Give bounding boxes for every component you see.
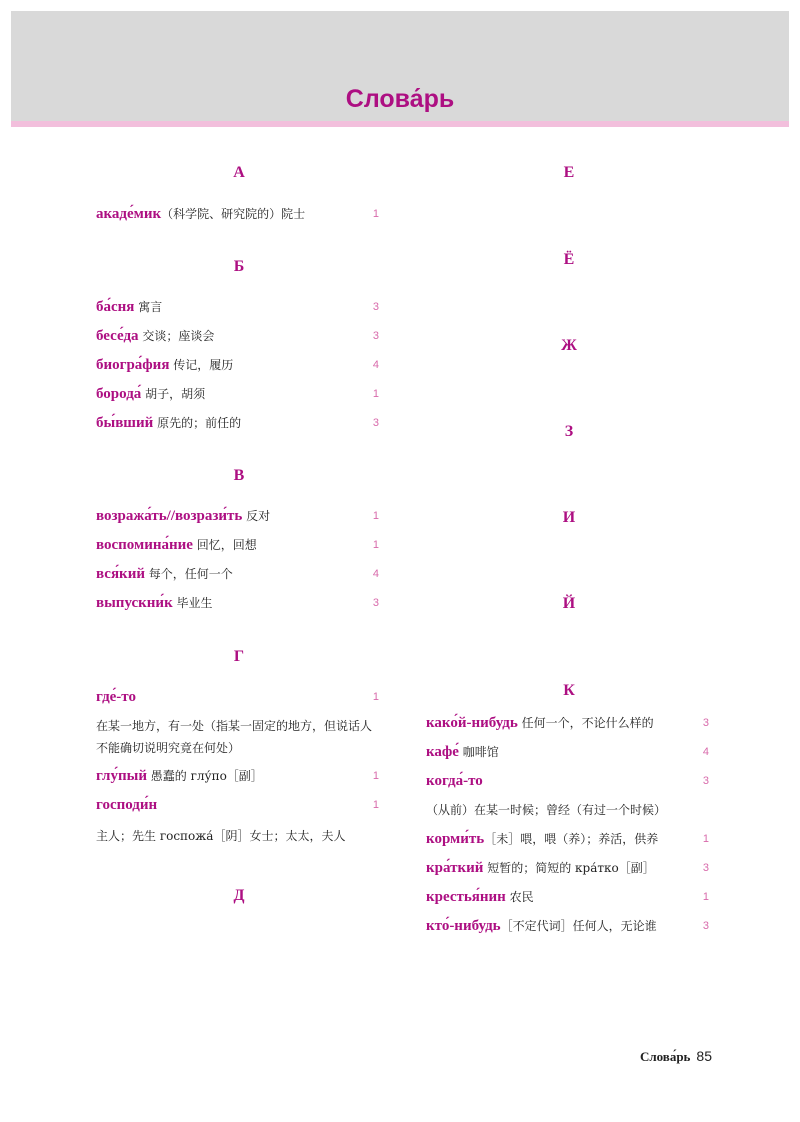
letter-heading-z: З (564, 423, 574, 440)
entry-word: кра́ткий (426, 860, 484, 876)
entry-gloss: 传记，履历 (169, 358, 234, 372)
entry-gloss: 交谈；座谈会 (138, 329, 215, 343)
entry-kafe (426, 741, 712, 770)
entry-word: глу́пый (96, 768, 147, 784)
lesson-number: 3 (702, 862, 709, 874)
entry-vozrazhat (96, 505, 382, 534)
lesson-number: 1 (372, 539, 379, 551)
entry-gloss: 回忆，回想 (192, 538, 257, 552)
letter-heading-a: А (233, 164, 245, 181)
entry-glupyy (96, 765, 382, 794)
entry-gloss: 毕业生 (172, 596, 213, 610)
entry-gloss: 原先的；前任的 (153, 416, 242, 430)
entry-gloss: （科学院、研究院的）院士 (161, 207, 306, 221)
entry-note: （从前）在某一时候；曾经（有过一个时候） (426, 803, 667, 817)
entry-word: крестья́нин (426, 889, 506, 905)
letter-heading-k: К (563, 682, 575, 699)
entry-word: когда́-то (426, 773, 483, 789)
entry-word: кто́-нибудь (426, 918, 501, 934)
entry-word: борода́ (96, 386, 142, 402)
entry-gospodin (96, 794, 382, 823)
entry-word: бы́вший (96, 415, 154, 431)
lesson-number: 1 (372, 799, 379, 811)
letter-heading-g: Г (233, 648, 245, 665)
lesson-number: 3 (372, 597, 379, 609)
entry-kormit (426, 828, 712, 857)
lesson-number: 3 (372, 301, 379, 313)
lesson-number: 1 (372, 388, 379, 400)
page-number: 85 (696, 1048, 712, 1064)
entry-word: корми́ть (426, 831, 485, 847)
left-column (96, 140, 382, 907)
entry-word: акаде́мик (96, 206, 162, 222)
entry-gloss: 每个，任何一个 (144, 567, 233, 581)
entry-word: возража́ть//возрази́ть (96, 508, 243, 524)
entry-beseda (96, 325, 382, 354)
lesson-number: 1 (372, 510, 379, 522)
entry-gloss: 寓言 (134, 300, 163, 314)
entry-kto-nibud (426, 915, 712, 944)
entry-gloss: 农民 (505, 890, 534, 904)
entry-word: кафе́ (426, 744, 459, 760)
entry-byvshiy (96, 412, 382, 441)
lesson-number: 3 (702, 775, 709, 787)
entry-kratkiy (426, 857, 712, 886)
entry-note: 在某一地方，有一处（指某一固定的地方，但说话人不能确切说明究竟在何处） (96, 719, 373, 755)
lesson-number: 1 (372, 770, 379, 782)
entry-gloss: ［未］喂，喂（养）；养活，供养 (484, 832, 659, 846)
entry-gloss: ［不定代词］任何人，无论谁 (500, 919, 657, 933)
entry-boroda (96, 383, 382, 412)
page-title: Слова́рь (345, 85, 455, 113)
entry-kogda-to (426, 770, 712, 799)
entry-gloss: 胡子，胡须 (141, 387, 206, 401)
entry-vospominanie (96, 534, 382, 563)
right-column (426, 140, 712, 944)
entry-basnya (96, 296, 382, 325)
entry-vypusknik (96, 592, 382, 621)
letter-heading-yo: Ё (563, 251, 575, 268)
entry-akademik (96, 203, 382, 232)
lesson-number: 1 (702, 833, 709, 845)
entry-gloss: 任何一个，不论什么样的 (517, 716, 654, 730)
entry-gloss: 咖啡馆 (458, 745, 499, 759)
letter-heading-d: Д (233, 887, 245, 904)
entry-gloss: 短暂的；简短的 кра́тко［副］ (483, 861, 655, 875)
entry-biografiya (96, 354, 382, 383)
header-band (11, 11, 789, 127)
lesson-number: 4 (702, 746, 709, 758)
entry-word: како́й-нибудь (426, 715, 518, 731)
lesson-number: 3 (372, 330, 379, 342)
lesson-number: 3 (702, 920, 709, 932)
entry-word: биогра́фия (96, 357, 170, 373)
lesson-number: 3 (702, 717, 709, 729)
letter-heading-i: И (562, 509, 576, 526)
page-footer (600, 1048, 712, 1065)
lesson-number: 1 (372, 208, 379, 220)
entry-word: бесе́да (96, 328, 139, 344)
lesson-number: 1 (372, 691, 379, 703)
entry-gloss: 反对 (242, 509, 271, 523)
entry-kakoy-nibud (426, 712, 712, 741)
lesson-number: 3 (372, 417, 379, 429)
lesson-number: 4 (372, 568, 379, 580)
entry-word: выпускни́к (96, 595, 173, 611)
entry-gloss: 愚蠢的 глу́по［副］ (146, 769, 263, 783)
letter-heading-v: В (233, 467, 245, 484)
letter-heading-b: Б (233, 258, 245, 275)
entry-word: господи́н (96, 797, 158, 813)
entry-note: 主人；先生 госпожа́［阴］女士；太太，夫人 (96, 829, 346, 843)
footer-title: Слова́рь (639, 1049, 691, 1064)
letter-heading-e: Е (563, 164, 575, 181)
letter-heading-zh: Ж (561, 337, 577, 354)
entry-word: воспомина́ние (96, 537, 193, 553)
entry-krestyanin (426, 886, 712, 915)
letter-heading-y: Й (562, 595, 576, 612)
entry-gde-to (96, 686, 382, 715)
lesson-number: 4 (372, 359, 379, 371)
entry-word: вся́кий (96, 566, 145, 582)
lesson-number: 1 (702, 891, 709, 903)
entry-word: ба́сня (96, 299, 135, 315)
entry-vsyakiy (96, 563, 382, 592)
entry-word: где́-то (96, 689, 136, 705)
